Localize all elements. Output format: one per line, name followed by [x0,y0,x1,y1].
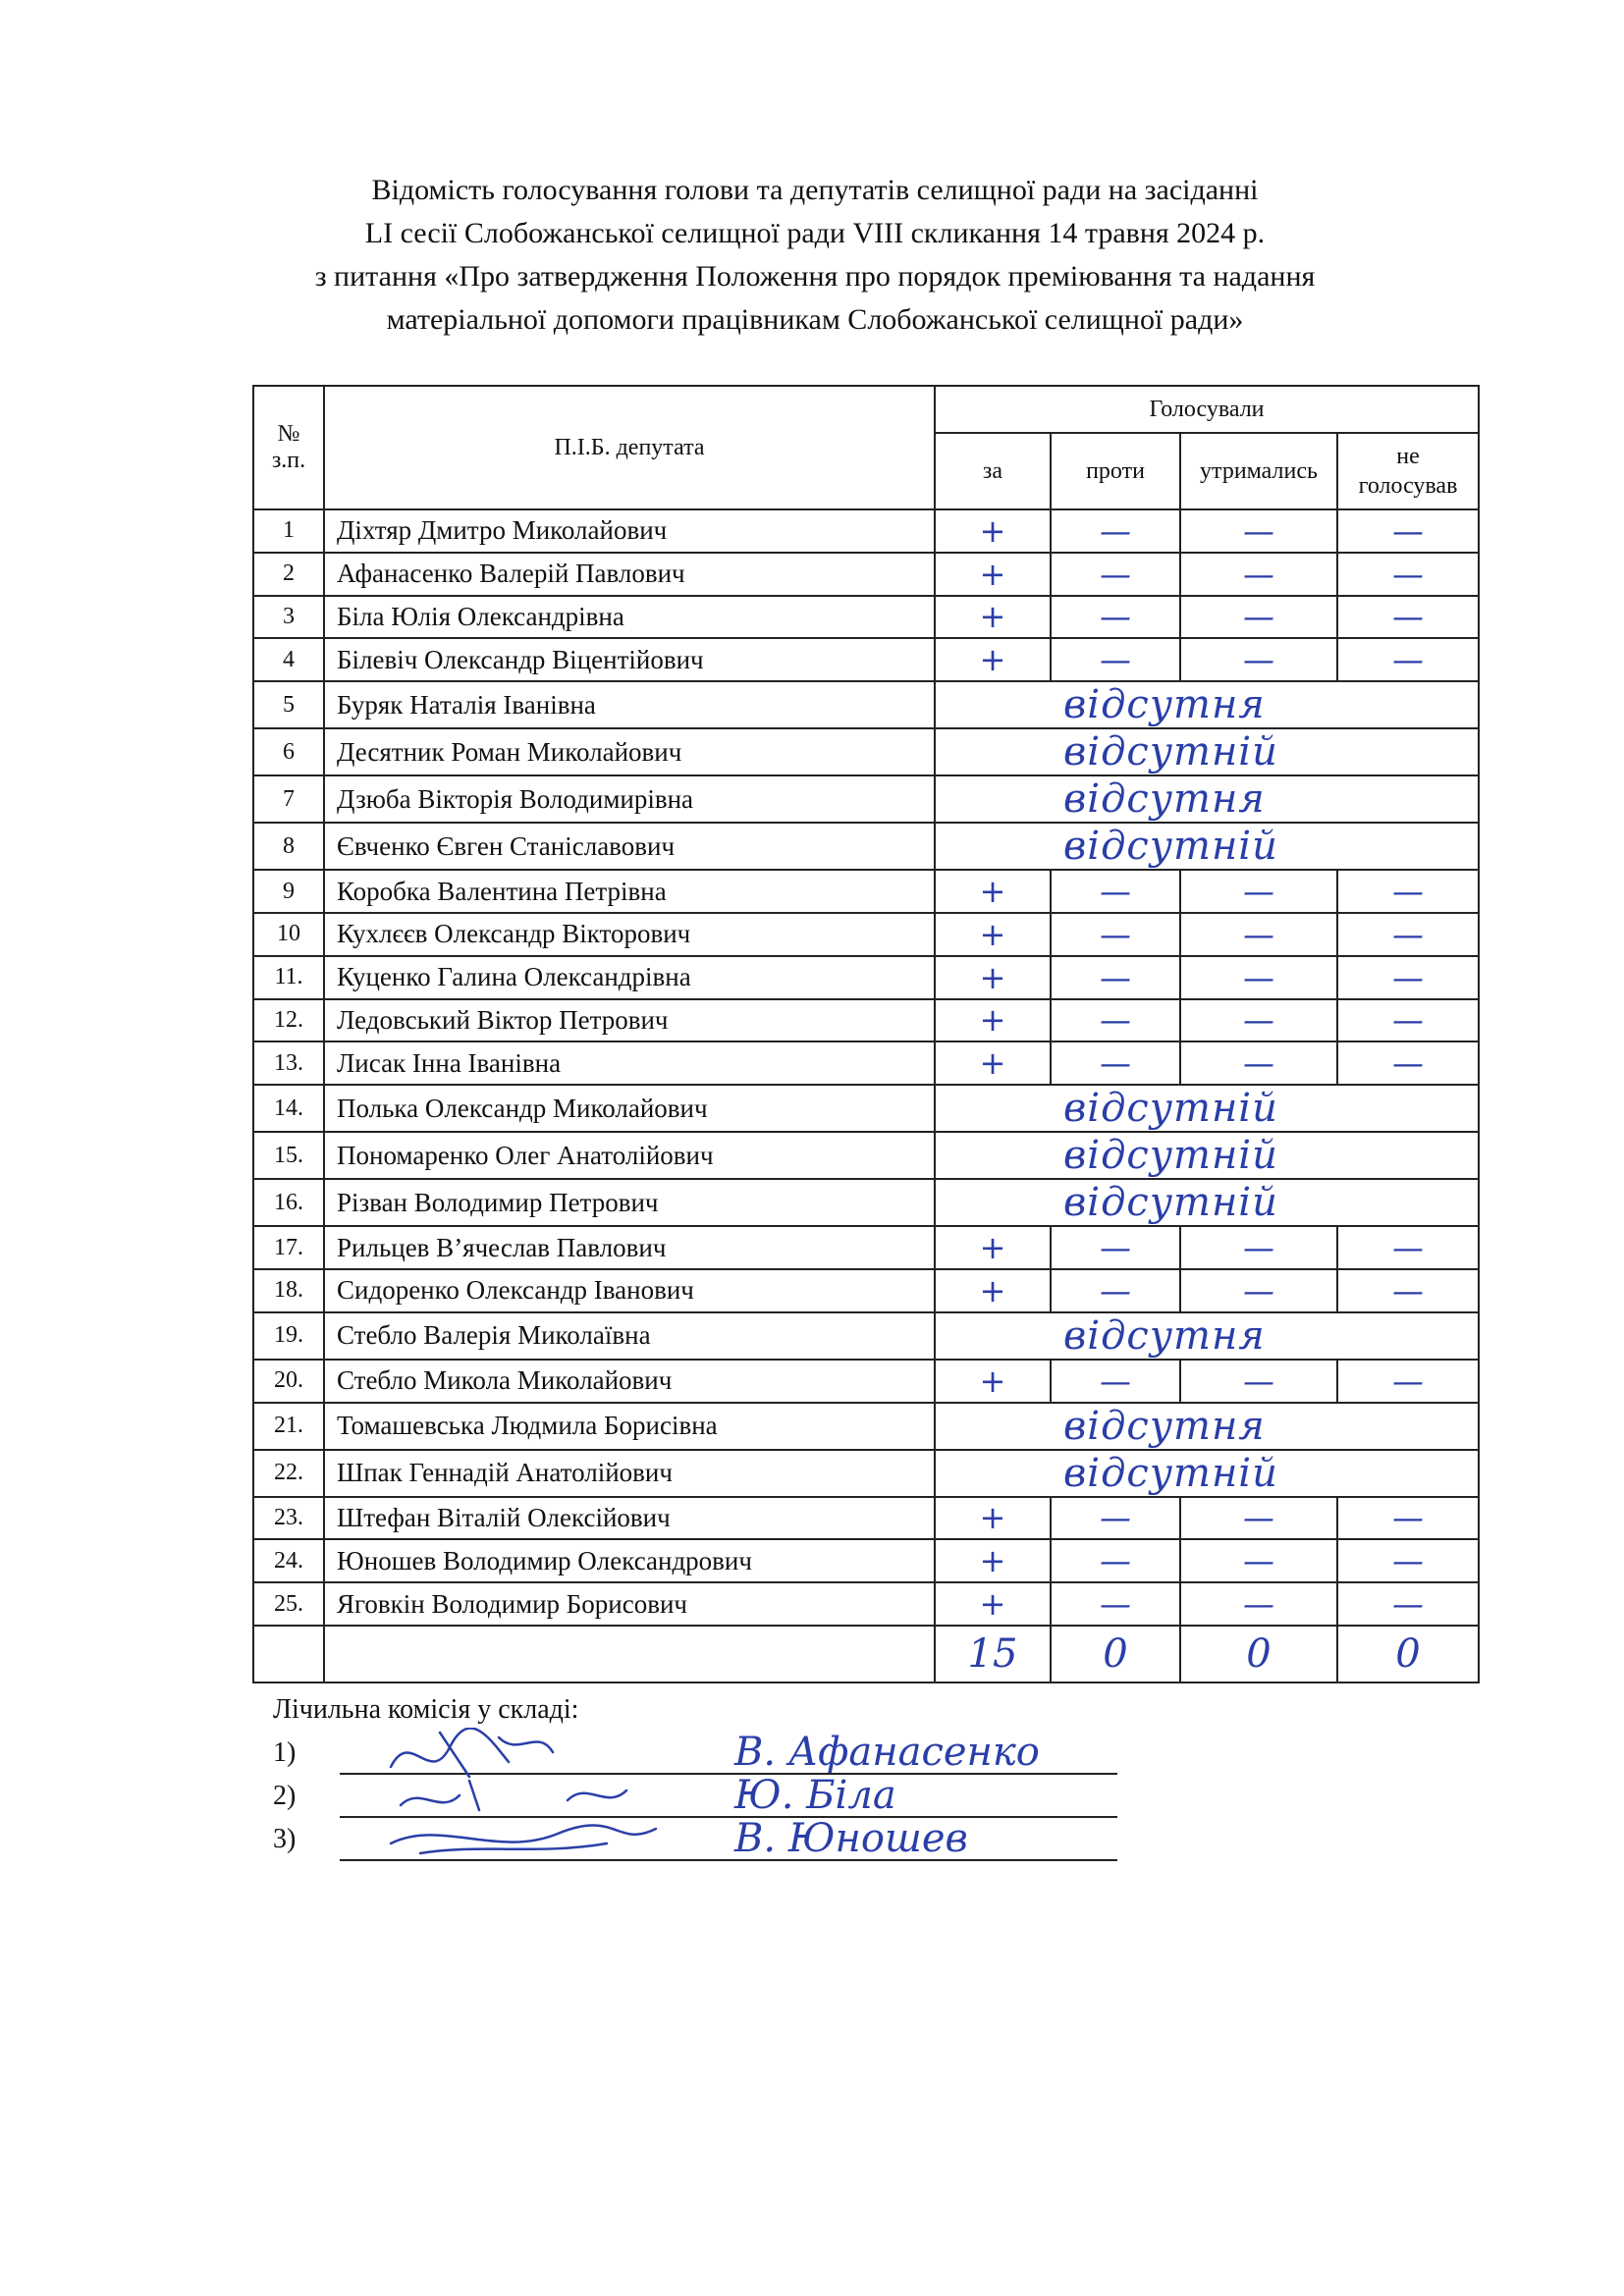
vote-for-mark: + [935,596,1051,639]
table-row [253,1041,1479,1085]
vote-not-voted-mark: — [1337,1360,1479,1403]
table-row [253,596,1479,639]
row-number: 20. [253,1360,324,1403]
table-row [253,1179,1479,1226]
signature-index: 1) [273,1737,297,1768]
signature-index: 3) [273,1824,297,1854]
vote-not-voted-mark: — [1337,1539,1479,1582]
row-number: 4 [253,638,324,681]
table-row [253,1269,1479,1312]
deputy-name: Рильцев В’ячеслав Павлович [324,1226,935,1269]
row-number: 6 [253,728,324,775]
document-title [226,169,1404,342]
absent-mark: відсутній [935,1179,1479,1226]
vote-not-voted-mark: — [1337,1269,1479,1312]
signature-list [273,1730,1117,1863]
header-number-abbr: з.п. [271,448,306,473]
table-row [253,1085,1479,1132]
row-number: 19. [253,1312,324,1360]
absent-mark: відсутня [935,1312,1479,1360]
counting-commission [273,1694,1117,1863]
vote-not-voted-mark: — [1337,870,1479,913]
deputy-name: Стебло Микола Миколайович [324,1360,935,1403]
vote-for-mark: + [935,553,1051,596]
table-row [253,775,1479,823]
deputy-name: Афанасенко Валерій Павлович [324,553,935,596]
absent-mark: відсутня [935,775,1479,823]
vote-not-voted-mark: — [1337,956,1479,999]
title-line-2: LI сесії Слобожанської селищної ради VIII скликання 14 травня 2024 р. [364,217,1266,249]
absent-mark: відсутній [935,823,1479,870]
table-row [253,1582,1479,1626]
vote-not-voted-mark: — [1337,596,1479,639]
vote-against-mark: — [1051,1041,1180,1085]
row-number: 3 [253,596,324,639]
vote-not-voted-mark: — [1337,1497,1479,1540]
vote-against-mark: — [1051,1582,1180,1626]
header-number-symbol: № [277,421,300,447]
deputy-name: Куценко Галина Олександрівна [324,956,935,999]
header-for: за [935,433,1051,509]
header-abstain: утримались [1180,433,1337,509]
table-row [253,1450,1479,1497]
deputy-name: Стебло Валерія Миколаївна [324,1312,935,1360]
total-for: 15 [935,1626,1051,1682]
signature-row [273,1816,1117,1863]
row-number: 7 [253,775,324,823]
vote-against-mark: — [1051,1539,1180,1582]
totals-name-cell [324,1626,935,1682]
row-number: 16. [253,1179,324,1226]
table-row [253,999,1479,1042]
vote-abstain-mark: — [1180,1041,1337,1085]
vote-abstain-mark: — [1180,596,1337,639]
vote-for-mark: + [935,509,1051,553]
row-number: 5 [253,681,324,728]
row-number: 13. [253,1041,324,1085]
deputy-name: Діхтяр Дмитро Миколайович [324,509,935,553]
vote-against-mark: — [1051,956,1180,999]
vote-abstain-mark: — [1180,956,1337,999]
vote-for-mark: + [935,1041,1051,1085]
vote-not-voted-mark: — [1337,638,1479,681]
absent-mark: відсутній [935,1450,1479,1497]
vote-against-mark: — [1051,509,1180,553]
vote-for-mark: + [935,1539,1051,1582]
table-row [253,1403,1479,1450]
total-notvoted: 0 [1337,1626,1479,1682]
deputy-name: Коробка Валентина Петрівна [324,870,935,913]
vote-for-mark: + [935,870,1051,913]
vote-against-mark: — [1051,1226,1180,1269]
vote-abstain-mark: — [1180,1269,1337,1312]
signatory-name: В. Юношев [734,1816,968,1861]
vote-not-voted-mark: — [1337,1582,1479,1626]
vote-abstain-mark: — [1180,509,1337,553]
vote-against-mark: — [1051,913,1180,956]
deputy-name: Яговкін Володимир Борисович [324,1582,935,1626]
deputy-name: Дзюба Вікторія Володимирівна [324,775,935,823]
signature-index: 2) [273,1781,297,1811]
row-number: 17. [253,1226,324,1269]
deputy-name: Десятник Роман Миколайович [324,728,935,775]
vote-for-mark: + [935,956,1051,999]
row-number: 10 [253,913,324,956]
row-number: 9 [253,870,324,913]
vote-against-mark: — [1051,1360,1180,1403]
vote-for-mark: + [935,913,1051,956]
vote-abstain-mark: — [1180,553,1337,596]
table-row [253,1312,1479,1360]
deputy-name: Томашевська Людмила Борисівна [324,1403,935,1450]
vote-for-mark: + [935,1582,1051,1626]
vote-against-mark: — [1051,999,1180,1042]
vote-abstain-mark: — [1180,1539,1337,1582]
row-number: 21. [253,1403,324,1450]
vote-for-mark: + [935,1226,1051,1269]
vote-not-voted-mark: — [1337,509,1479,553]
row-number: 11. [253,956,324,999]
row-number: 2 [253,553,324,596]
header-name: П.І.Б. депутата [324,386,935,509]
header-number [253,386,324,509]
voting-table-body [253,509,1479,1682]
row-number: 24. [253,1539,324,1582]
vote-for-mark: + [935,999,1051,1042]
absent-mark: відсутня [935,681,1479,728]
vote-abstain-mark: — [1180,1226,1337,1269]
vote-for-mark: + [935,1360,1051,1403]
vote-abstain-mark: — [1180,1497,1337,1540]
row-number: 1 [253,509,324,553]
totals-number-cell [253,1626,324,1682]
handwritten-signature-icon [381,1814,676,1867]
deputy-name: Біла Юлія Олександрівна [324,596,935,639]
vote-abstain-mark: — [1180,1360,1337,1403]
table-row [253,956,1479,999]
deputy-name: Сидоренко Олександр Іванович [324,1269,935,1312]
vote-abstain-mark: — [1180,870,1337,913]
vote-not-voted-mark: — [1337,1041,1479,1085]
header-not-voted-line1: не [1396,444,1420,469]
vote-abstain-mark: — [1180,638,1337,681]
header-not-voted [1337,433,1479,509]
vote-for-mark: + [935,1269,1051,1312]
signatory-name: Ю. Біла [734,1773,896,1818]
table-row [253,1539,1479,1582]
vote-abstain-mark: — [1180,999,1337,1042]
row-number: 14. [253,1085,324,1132]
table-row [253,1226,1479,1269]
voting-table [252,385,1480,1683]
deputy-name: Різван Володимир Петрович [324,1179,935,1226]
absent-mark: відсутня [935,1403,1479,1450]
table-row [253,1132,1479,1179]
row-number: 25. [253,1582,324,1626]
absent-mark: відсутній [935,728,1479,775]
title-line-3: з питання «Про затвердження Положення про порядок преміювання та надання [314,260,1316,293]
table-row [253,823,1479,870]
deputy-name: Кухлєєв Олександр Вікторович [324,913,935,956]
table-row [253,681,1479,728]
table-row [253,728,1479,775]
totals-row [253,1626,1479,1682]
deputy-name: Лисак Інна Іванівна [324,1041,935,1085]
table-row [253,913,1479,956]
commission-label: Лічильна комісія у складі: [273,1694,579,1725]
deputy-name: Шпак Геннадій Анатолійович [324,1450,935,1497]
vote-against-mark: — [1051,1497,1180,1540]
table-row [253,870,1479,913]
table-row [253,509,1479,553]
header-not-voted-line2: голосував [1358,473,1458,499]
total-against: 0 [1051,1626,1180,1682]
vote-for-mark: + [935,638,1051,681]
vote-abstain-mark: — [1180,913,1337,956]
header-voted: Голосували [935,386,1479,433]
title-line-1: Відомість голосування голови та депутатів селищної ради на засіданні [371,174,1259,206]
row-number: 18. [253,1269,324,1312]
vote-against-mark: — [1051,870,1180,913]
vote-against-mark: — [1051,638,1180,681]
row-number: 8 [253,823,324,870]
deputy-name: Буряк Наталія Іванівна [324,681,935,728]
vote-not-voted-mark: — [1337,553,1479,596]
row-number: 22. [253,1450,324,1497]
vote-not-voted-mark: — [1337,999,1479,1042]
deputy-name: Полька Олександр Миколайович [324,1085,935,1132]
row-number: 15. [253,1132,324,1179]
deputy-name: Юношев Володимир Олександрович [324,1539,935,1582]
vote-not-voted-mark: — [1337,913,1479,956]
table-row [253,1360,1479,1403]
deputy-name: Штефан Віталій Олексійович [324,1497,935,1540]
title-line-4: матеріальної допомоги працівникам Слобожанської селищної ради» [386,303,1244,336]
vote-not-voted-mark: — [1337,1226,1479,1269]
table-row [253,553,1479,596]
header-against: проти [1051,433,1180,509]
table-row [253,1497,1479,1540]
absent-mark: відсутній [935,1132,1479,1179]
total-abstain: 0 [1180,1626,1337,1682]
signatory-name: В. Афанасенко [734,1730,1040,1775]
deputy-name: Євченко Євген Станіславович [324,823,935,870]
deputy-name: Пономаренко Олег Анатолійович [324,1132,935,1179]
absent-mark: відсутній [935,1085,1479,1132]
deputy-name: Білевіч Олександр Віцентійович [324,638,935,681]
vote-abstain-mark: — [1180,1582,1337,1626]
vote-against-mark: — [1051,596,1180,639]
vote-for-mark: + [935,1497,1051,1540]
vote-against-mark: — [1051,553,1180,596]
row-number: 23. [253,1497,324,1540]
row-number: 12. [253,999,324,1042]
deputy-name: Ледовський Віктор Петрович [324,999,935,1042]
table-row [253,638,1479,681]
vote-against-mark: — [1051,1269,1180,1312]
